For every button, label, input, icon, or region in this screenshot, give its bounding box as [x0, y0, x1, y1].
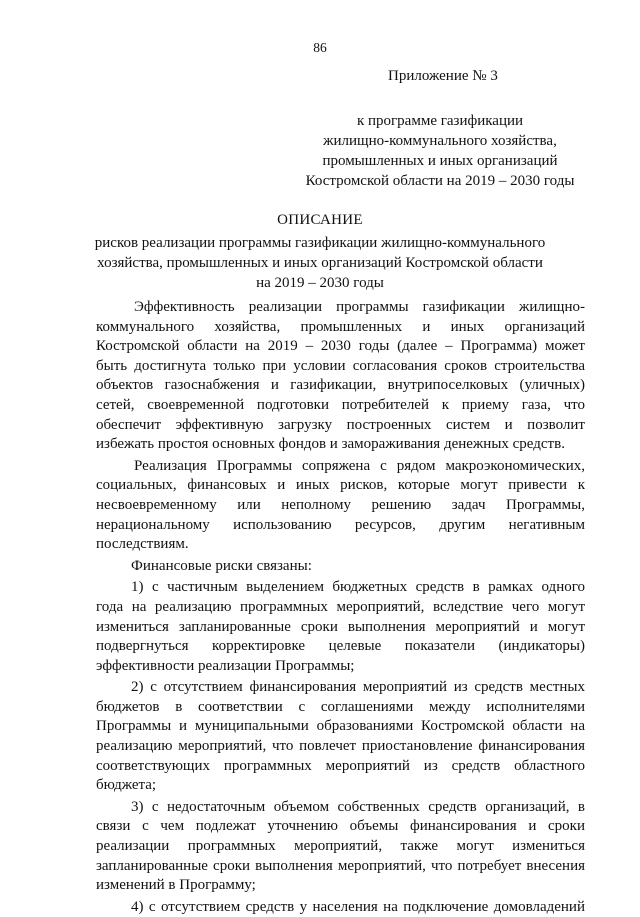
- paragraph-line: связи с чем подлежат уточнению объемы финансирования и сроки: [96, 818, 585, 835]
- paragraph-line: изменений в Программу;: [96, 877, 256, 894]
- paragraph-financial-risks-intro: [96, 557, 585, 577]
- document-heading: ОПИСАНИЕ: [277, 212, 363, 228]
- paragraph-line: реализацию мероприятий, что повлечет приостановление финансирования: [96, 738, 585, 755]
- paragraph-line: 2) с отсутствием финансирования мероприятий из средств местных: [131, 679, 585, 696]
- paragraph-line: бюджета;: [96, 777, 157, 794]
- list-item-1: [96, 578, 585, 676]
- paragraph-line: 4) с отсутствием средств у населения на подключение домовладений: [131, 898, 585, 915]
- document-subtitle: [60, 233, 580, 293]
- paragraph-line: года на реализацию программных мероприятий, вследствие чего могут: [96, 598, 585, 615]
- paragraph-risks: [96, 457, 585, 555]
- appendix-title: Приложение № 3: [388, 68, 498, 84]
- paragraph-line: бюджетов в соответствии с соглашениями между исполнителями: [96, 698, 585, 715]
- paragraph-line: избежать простоя основных фондов и замораживания денежных средств.: [96, 436, 565, 453]
- program-reference-line: Костромской области на 2019 – 2030 годы: [305, 173, 575, 189]
- paragraph-line: реализации программных мероприятий, также могут измениться: [96, 838, 585, 855]
- subtitle-line: хозяйства, промышленных и иных организаций Костромской области: [97, 255, 543, 271]
- paragraph-line: Костромской области на 2019 – 2030 годы (далее – Программа) может: [96, 338, 585, 355]
- paragraph-line: Программы и муниципальными образованиями Костромской области на: [96, 718, 585, 735]
- paragraph-line: запланированные сроки выполнения мероприятий, что потребует внесения: [96, 857, 585, 874]
- paragraph-line: 3) с недостаточным объемом собственных средств организаций, в: [131, 798, 585, 815]
- paragraph-line: обеспечит эффективную загрузку построенных систем и позволит: [96, 416, 585, 433]
- paragraph-line: последствиям.: [96, 536, 189, 553]
- document-body: [96, 298, 585, 917]
- paragraph-line: измениться запланированные сроки выполнения мероприятий и могут: [96, 618, 585, 635]
- program-reference-line: жилищно-коммунального хозяйства,: [323, 133, 557, 149]
- list-item-3: [96, 798, 585, 896]
- paragraph-line: объектов газоснабжения и газификации, внутрипоселковых (уличных): [96, 377, 585, 394]
- paragraph-line: 1) с частичным выделением бюджетных средств в рамках одного: [131, 579, 585, 596]
- paragraph-line: социальных, финансовых и иных рисков, которые могут привести к: [96, 477, 585, 494]
- paragraph-line: эффективности реализации Программы;: [96, 657, 355, 674]
- list-item-2: [96, 678, 585, 796]
- subtitle-line: рисков реализации программы газификации жилищно-коммунального: [94, 235, 546, 251]
- paragraph-line: несвоевременному или неполному решению задач Программы,: [96, 496, 585, 513]
- paragraph-line: Реализация Программы сопряжена с рядом макроэкономических,: [134, 457, 585, 474]
- paragraph-line: Эффективность реализации программы газификации жилищно-: [134, 299, 585, 315]
- paragraph-line: быть достигнута только при условии согласования сроков строительства: [96, 357, 585, 374]
- paragraph-line: Финансовые риски связаны:: [131, 557, 312, 574]
- program-reference: [300, 111, 580, 191]
- paragraph-line: сетей, своевременной подготовки потребителей к приему газа, что: [96, 396, 585, 413]
- paragraph-line: нерациональному использованию ресурсов, другим негативным: [96, 516, 585, 533]
- program-reference-line: к программе газификации: [356, 113, 524, 129]
- subtitle-line: на 2019 – 2030 годы: [256, 275, 384, 291]
- paragraph-line: коммунального хозяйства, промышленных и иных организаций: [96, 318, 585, 335]
- list-item-4: [96, 898, 585, 917]
- paragraph-line: подвергнуться корректировке целевые показатели (индикаторы): [96, 638, 585, 655]
- program-reference-line: промышленных и иных организаций: [322, 153, 558, 169]
- paragraph-effectiveness: [96, 298, 585, 455]
- paragraph-line: соответствующих программных мероприятий из средств областного: [96, 757, 585, 774]
- page-number: 86: [313, 40, 327, 55]
